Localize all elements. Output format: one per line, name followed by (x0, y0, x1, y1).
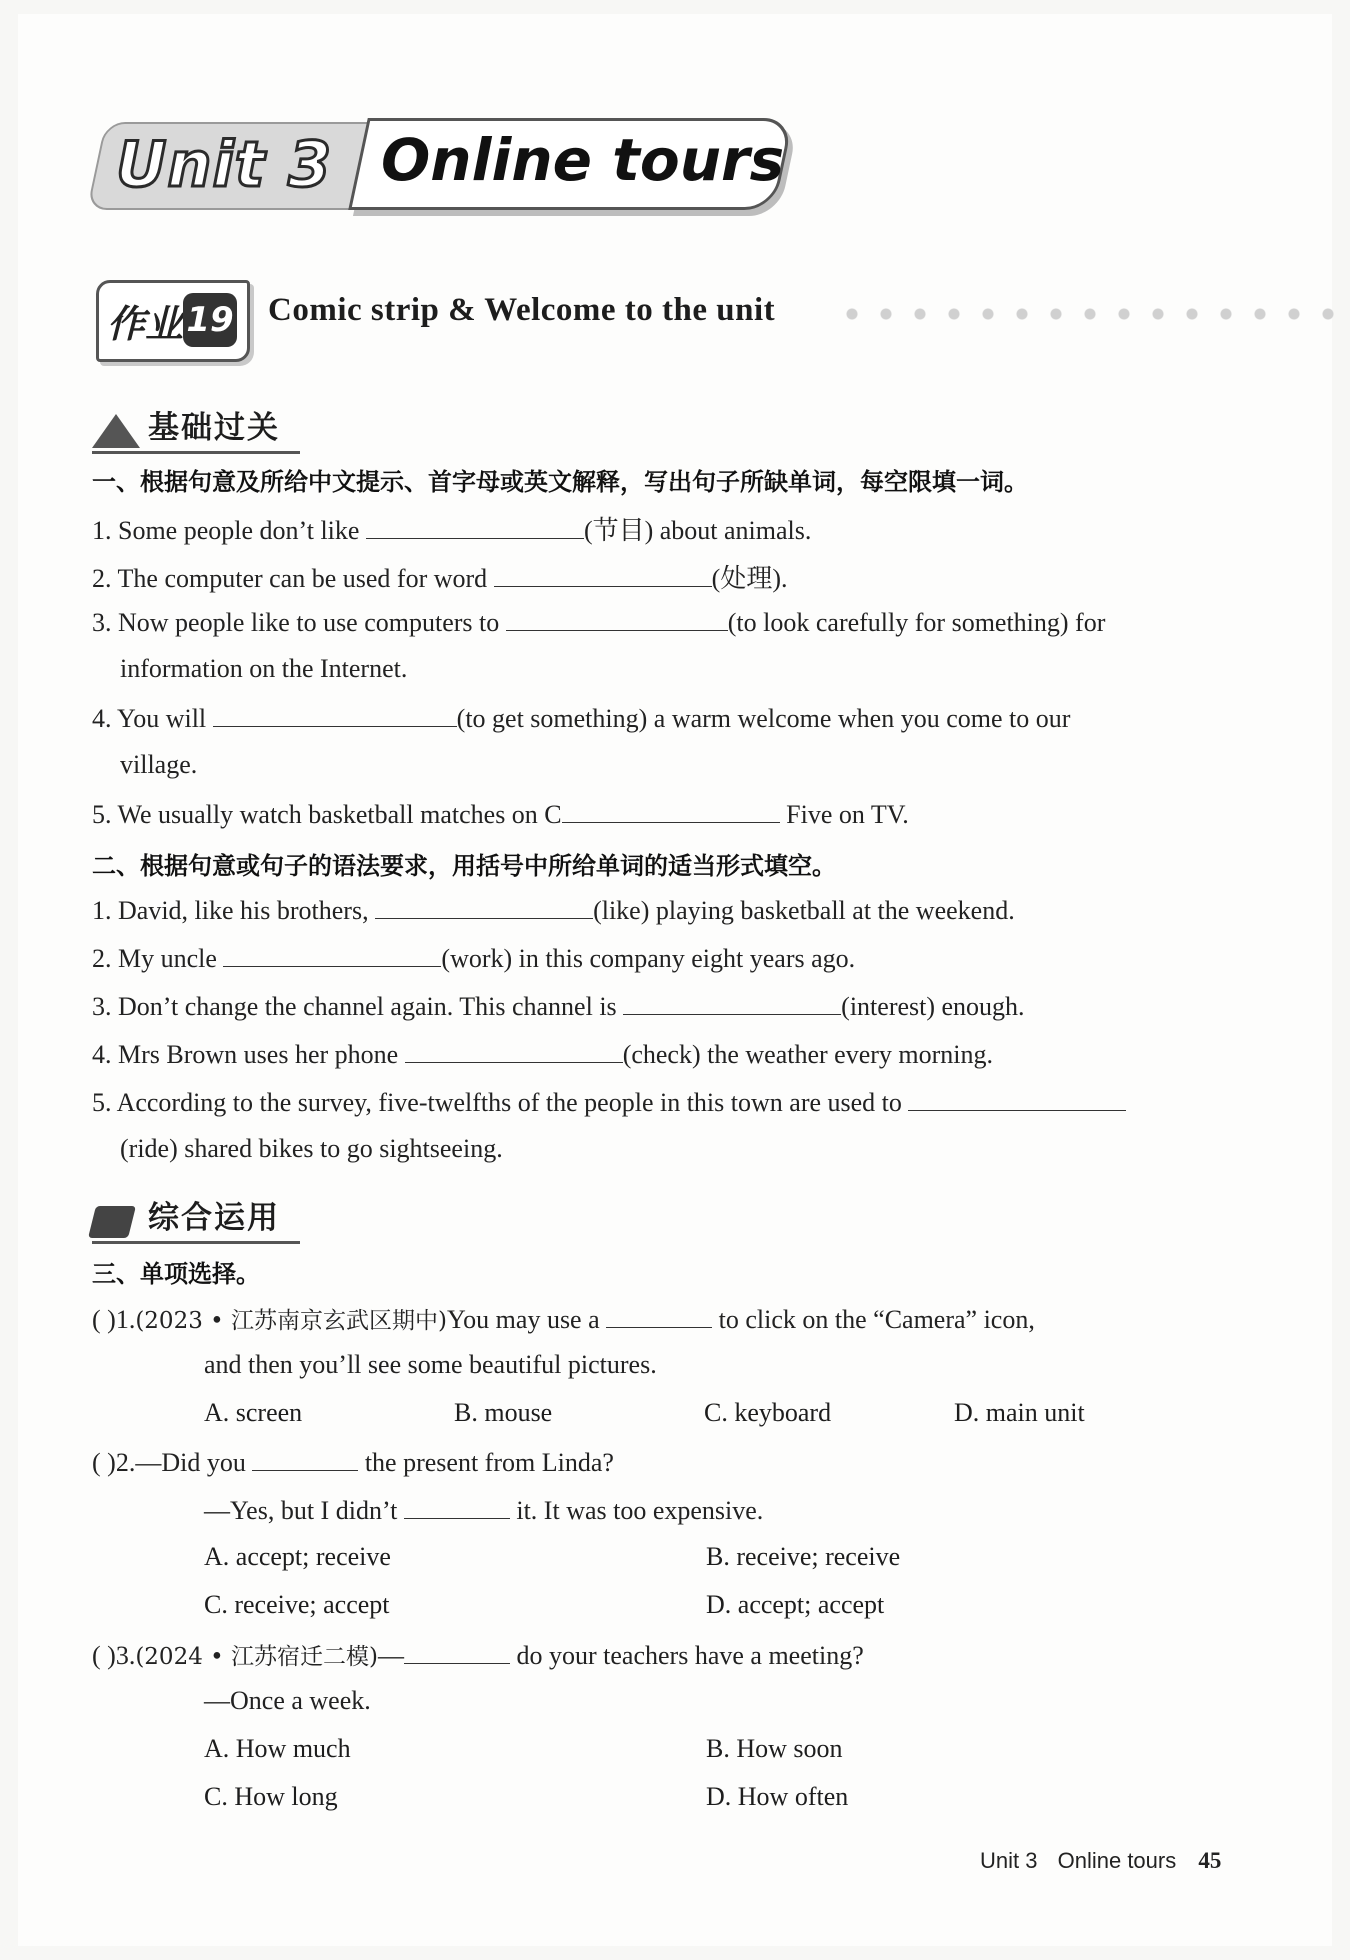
homework-number: 19 (183, 293, 237, 347)
question-number: 1. (115, 1305, 136, 1334)
item-text: the present from Linda? (358, 1448, 614, 1477)
item-text: —Did you (135, 1448, 253, 1477)
part1-item-1 (92, 510, 811, 547)
item-text: (check) the weather every morning. (622, 1040, 994, 1069)
item-text: (work) in this company eight years ago. (441, 944, 856, 973)
item-text: to click on the “Camera” icon, (712, 1305, 1035, 1334)
item-text: (to get something) a warm welcome when you come to our (456, 704, 1071, 733)
item-text: 5. We usually watch basketball matches on C (92, 800, 562, 829)
part2-item-5-cont: (ride) shared bikes to go sightseeing. (120, 1134, 503, 1163)
mc-question-3 (92, 1638, 864, 1671)
section-basic-title: 基础过关 (148, 410, 280, 446)
option-a[interactable]: A. How much (204, 1734, 351, 1763)
item-text: (节目) about animals. (583, 516, 812, 545)
option-b[interactable]: B. mouse (454, 1398, 553, 1427)
part2-item-2 (92, 942, 855, 974)
item-text: 2. My uncle (92, 944, 224, 973)
answer-blank[interactable] (623, 990, 841, 1015)
option-a[interactable]: A. screen (204, 1398, 303, 1427)
section-basic-heading (92, 400, 300, 454)
item-text: 1. David, like his brothers, (92, 896, 376, 925)
triangle-icon (92, 414, 140, 448)
question-source: (2023 • 江苏南京玄武区期中) (135, 1308, 447, 1334)
mc-question-1-cont: and then you’ll see some beautiful pictures. (204, 1350, 657, 1379)
question-number: 3. (115, 1641, 136, 1670)
part2-item-4 (92, 1038, 993, 1070)
book-icon (88, 1206, 136, 1238)
item-text: (处理). (711, 564, 788, 593)
question-number: 2. (115, 1448, 136, 1477)
part1-item-2 (92, 558, 788, 595)
item-text: 4. You will (92, 704, 213, 733)
item-text: Five on TV. (779, 800, 909, 829)
part1-item-4 (92, 702, 1070, 734)
answer-blank[interactable] (252, 1446, 358, 1471)
part1-item-4-cont: village. (120, 750, 198, 779)
item-text: 5. According to the survey, five-twelfths of the people in this town are used to (92, 1088, 909, 1117)
answer-blank[interactable] (366, 514, 584, 539)
part2-item-3 (92, 990, 1025, 1022)
option-b[interactable]: B. How soon (706, 1734, 843, 1763)
answer-blank[interactable] (606, 1303, 712, 1328)
question-source: (2024 • 江苏宿迁二模) (135, 1644, 378, 1670)
item-text: You may use a (447, 1305, 607, 1334)
footer-title: Online tours (1057, 1848, 1177, 1873)
dotted-divider (835, 308, 1335, 320)
item-text: (like) playing basketball at the weekend. (593, 896, 1015, 925)
homework-badge (96, 280, 250, 362)
item-text: 4. Mrs Brown uses her phone (92, 1040, 405, 1069)
option-d[interactable]: D. main unit (954, 1398, 1085, 1427)
section-comprehensive-heading (92, 1190, 300, 1244)
answer-blank[interactable] (223, 942, 441, 967)
unit-label: Unit 3 (116, 128, 333, 201)
mc-question-2 (92, 1446, 614, 1478)
unit-banner (96, 118, 786, 210)
option-d[interactable]: D. accept; accept (706, 1590, 885, 1619)
item-text: do your teachers have a meeting? (510, 1641, 864, 1670)
part2-item-5 (92, 1086, 1126, 1118)
mc-question-3-cont: —Once a week. (204, 1686, 371, 1715)
answer-blank[interactable] (405, 1038, 623, 1063)
homework-label: 作业 (107, 302, 184, 346)
page-number: 45 (1198, 1848, 1222, 1873)
answer-blank[interactable] (375, 894, 593, 919)
item-text: — (378, 1641, 404, 1670)
unit-title: Online tours (381, 126, 785, 194)
part1-item-3 (92, 606, 1105, 638)
footer-unit: Unit 3 (980, 1848, 1038, 1873)
part1-item-3-cont: information on the Internet. (120, 654, 408, 683)
item-text: 2. The computer can be used for word (92, 564, 494, 593)
item-text: 3. Don’t change the channel again. This channel is (92, 992, 624, 1021)
item-text: it. It was too expensive. (509, 1496, 764, 1525)
homework-title: Comic strip & Welcome to the unit (268, 292, 776, 328)
answer-paren[interactable]: ( ) (92, 1305, 116, 1334)
part1-instruction: 一、根据句意及所给中文提示、首字母或英文解释，写出句子所缺单词，每空限填一词。 (92, 468, 1028, 496)
answer-blank[interactable] (562, 798, 780, 823)
answer-blank[interactable] (908, 1086, 1126, 1111)
answer-blank[interactable] (404, 1639, 510, 1664)
section-comprehensive-title: 综合运用 (148, 1200, 280, 1236)
item-text: —Yes, but I didn’t (204, 1496, 404, 1525)
answer-blank[interactable] (404, 1494, 510, 1519)
item-text: 1. Some people don’t like (92, 516, 366, 545)
option-d[interactable]: D. How often (706, 1782, 849, 1811)
answer-blank[interactable] (494, 562, 712, 587)
section-underline (92, 1241, 300, 1244)
answer-blank[interactable] (506, 606, 728, 631)
item-text: (to look carefully for something) for (727, 608, 1106, 637)
answer-blank[interactable] (213, 702, 457, 727)
item-text: 3. Now people like to use computers to (92, 608, 506, 637)
option-c[interactable]: C. How long (204, 1782, 338, 1811)
part1-item-5 (92, 798, 909, 830)
part2-item-1 (92, 894, 1015, 926)
option-b[interactable]: B. receive; receive (706, 1542, 901, 1571)
mc-question-2-cont (204, 1494, 763, 1526)
part2-instruction: 二、根据句意或句子的语法要求，用括号中所给单词的适当形式填空。 (92, 852, 836, 880)
option-a[interactable]: A. accept; receive (204, 1542, 391, 1571)
section-underline (92, 451, 300, 454)
option-c[interactable]: C. keyboard (704, 1398, 832, 1427)
mc-question-1 (92, 1302, 1035, 1335)
answer-paren[interactable]: ( ) (92, 1448, 116, 1477)
option-c[interactable]: C. receive; accept (204, 1590, 390, 1619)
item-text: (interest) enough. (841, 992, 1025, 1021)
page-footer (980, 1848, 1221, 1874)
answer-paren[interactable]: ( ) (92, 1641, 116, 1670)
part3-instruction: 三、单项选择。 (92, 1260, 260, 1288)
